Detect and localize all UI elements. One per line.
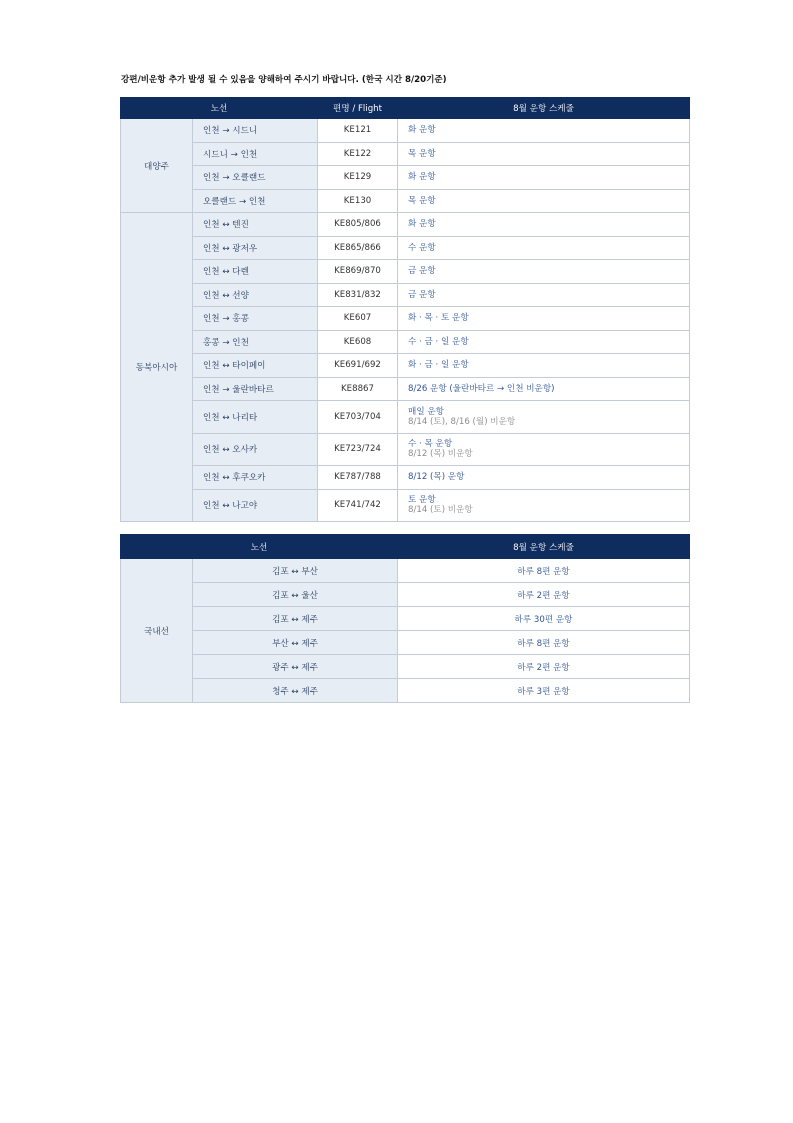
flight-cell: KE8867: [318, 377, 398, 401]
table-row: [121, 189, 690, 213]
table-row: [121, 354, 690, 378]
flight-cell: KE608: [318, 330, 398, 354]
schedule-cell: [398, 213, 690, 237]
schedule-cell: 하루 8편 운항: [398, 631, 690, 655]
table-row: [121, 607, 690, 631]
route-cell: 인천 ↔ 나리타: [193, 401, 318, 434]
table-row: [121, 433, 690, 466]
header-schedule: 8월 운항 스케줄: [398, 535, 690, 559]
route-cell: 인천 → 오클랜드: [193, 166, 318, 190]
table-row: [121, 655, 690, 679]
table-row: [121, 330, 690, 354]
flight-cell: KE869/870: [318, 260, 398, 284]
flight-cell: KE607: [318, 307, 398, 331]
flight-cell: KE129: [318, 166, 398, 190]
table-row: [121, 631, 690, 655]
schedule-cell: [398, 283, 690, 307]
table-row: [121, 401, 690, 434]
schedule-text: 금 운항: [408, 289, 436, 300]
route-cell: 인천 ↔ 선양: [193, 283, 318, 307]
schedule-text: 토 운항: [408, 495, 436, 506]
table-row: [121, 260, 690, 284]
schedule-cell: 하루 8편 운항: [398, 559, 690, 583]
schedule-cell: [398, 330, 690, 354]
schedule-text: 수 · 목 운항: [408, 439, 453, 450]
route-cell: 인천 ↔ 나고야: [193, 489, 318, 522]
route-cell: 인천 ↔ 텐진: [193, 213, 318, 237]
notice-text: 강편/비운항 추가 발생 될 수 있음을 양해하여 주시기 바랍니다. (한국 시간 8/20기준): [121, 75, 447, 85]
schedule-cell: [398, 142, 690, 166]
route-cell: 김포 ↔ 제주: [193, 607, 398, 631]
table-row: [121, 307, 690, 331]
schedule-cell: [398, 489, 690, 522]
schedule-cell: 하루 3편 운항: [398, 679, 690, 703]
schedule-text: 화 운항: [408, 125, 436, 136]
schedule-note: 8/14 (토), 8/16 (월) 비운항: [408, 416, 516, 427]
schedule-text: 매일 운항: [408, 406, 444, 417]
schedule-text: 수 운항: [408, 242, 436, 253]
table-row: [121, 466, 690, 490]
route-cell: 인천 → 울란바타르: [193, 377, 318, 401]
region-oceania: 대양주: [121, 119, 193, 213]
route-cell: 오클랜드 → 인천: [193, 189, 318, 213]
table-row: [121, 489, 690, 522]
flight-cell: KE741/742: [318, 489, 398, 522]
table-row: [121, 119, 690, 143]
region-northeast-asia: 동북아시아: [121, 213, 193, 522]
route-cell: 인천 → 시드니: [193, 119, 318, 143]
schedule-cell: [398, 307, 690, 331]
route-cell: 인천 ↔ 다렌: [193, 260, 318, 284]
schedule-cell: [398, 189, 690, 213]
schedule-cell: [398, 236, 690, 260]
table-row: [121, 679, 690, 703]
schedule-text: 8/12 (목) 운항: [408, 472, 465, 483]
route-cell: 시드니 → 인천: [193, 142, 318, 166]
table-row: [121, 559, 690, 583]
schedule-cell: [398, 466, 690, 490]
schedule-text: 수 · 금 · 일 운항: [408, 336, 469, 347]
schedule-cell: [398, 119, 690, 143]
schedule-cell: [398, 166, 690, 190]
schedule-cell: 하루 2편 운항: [398, 583, 690, 607]
schedule-text: 화 운항: [408, 172, 436, 183]
route-cell: 인천 → 홍콩: [193, 307, 318, 331]
header-flight: 편명 / Flight: [318, 98, 398, 119]
schedule-text: 목 운항: [408, 195, 436, 206]
international-schedule-table: [120, 97, 690, 522]
schedule-note: 8/14 (토) 비운항: [408, 505, 473, 516]
flight-cell: KE805/806: [318, 213, 398, 237]
flight-cell: KE831/832: [318, 283, 398, 307]
table-row: [121, 142, 690, 166]
flight-cell: KE787/788: [318, 466, 398, 490]
schedule-cell: [398, 433, 690, 466]
route-cell: 광주 ↔ 제주: [193, 655, 398, 679]
domestic-schedule-table: [120, 534, 690, 703]
table-row: [121, 213, 690, 237]
schedule-text: 화 · 목 · 토 운항: [408, 313, 469, 324]
flight-cell: KE122: [318, 142, 398, 166]
schedule-cell: [398, 354, 690, 378]
schedule-text: 화 · 금 · 일 운항: [408, 360, 469, 371]
route-cell: 청주 ↔ 제주: [193, 679, 398, 703]
schedule-text: 8/26 운항 (울란바타르 → 인천 비운항): [408, 383, 555, 394]
table-row: [121, 236, 690, 260]
flight-cell: KE121: [318, 119, 398, 143]
flight-cell: KE865/866: [318, 236, 398, 260]
schedule-text: 화 운항: [408, 219, 436, 230]
table-row: [121, 166, 690, 190]
route-cell: 인천 ↔ 오사카: [193, 433, 318, 466]
flight-cell: KE723/724: [318, 433, 398, 466]
table-row: [121, 283, 690, 307]
route-cell: 김포 ↔ 부산: [193, 559, 398, 583]
table-row: [121, 583, 690, 607]
header-route: 노선: [121, 98, 318, 119]
schedule-text: 금 운항: [408, 266, 436, 277]
route-cell: 인천 ↔ 타이페이: [193, 354, 318, 378]
flight-cell: KE703/704: [318, 401, 398, 434]
header-route: 노선: [121, 535, 398, 559]
schedule-cell: [398, 260, 690, 284]
route-cell: 홍콩 → 인천: [193, 330, 318, 354]
table-header-row: [121, 98, 690, 119]
schedule-cell: [398, 377, 690, 401]
table-header-row: [121, 535, 690, 559]
schedule-cell: 하루 2편 운항: [398, 655, 690, 679]
route-cell: 인천 ↔ 후쿠오카: [193, 466, 318, 490]
route-cell: 부산 ↔ 제주: [193, 631, 398, 655]
schedule-note: 8/12 (목) 비운항: [408, 449, 473, 460]
route-cell: 김포 ↔ 울산: [193, 583, 398, 607]
schedule-cell: 하루 30편 운항: [398, 607, 690, 631]
flight-cell: KE130: [318, 189, 398, 213]
schedule-text: 목 운항: [408, 148, 436, 159]
region-domestic: 국내선: [121, 559, 193, 703]
flight-cell: KE691/692: [318, 354, 398, 378]
schedule-cell: [398, 401, 690, 434]
header-schedule: 8월 운항 스케줄: [398, 98, 690, 119]
table-row: [121, 377, 690, 401]
route-cell: 인천 ↔ 광저우: [193, 236, 318, 260]
